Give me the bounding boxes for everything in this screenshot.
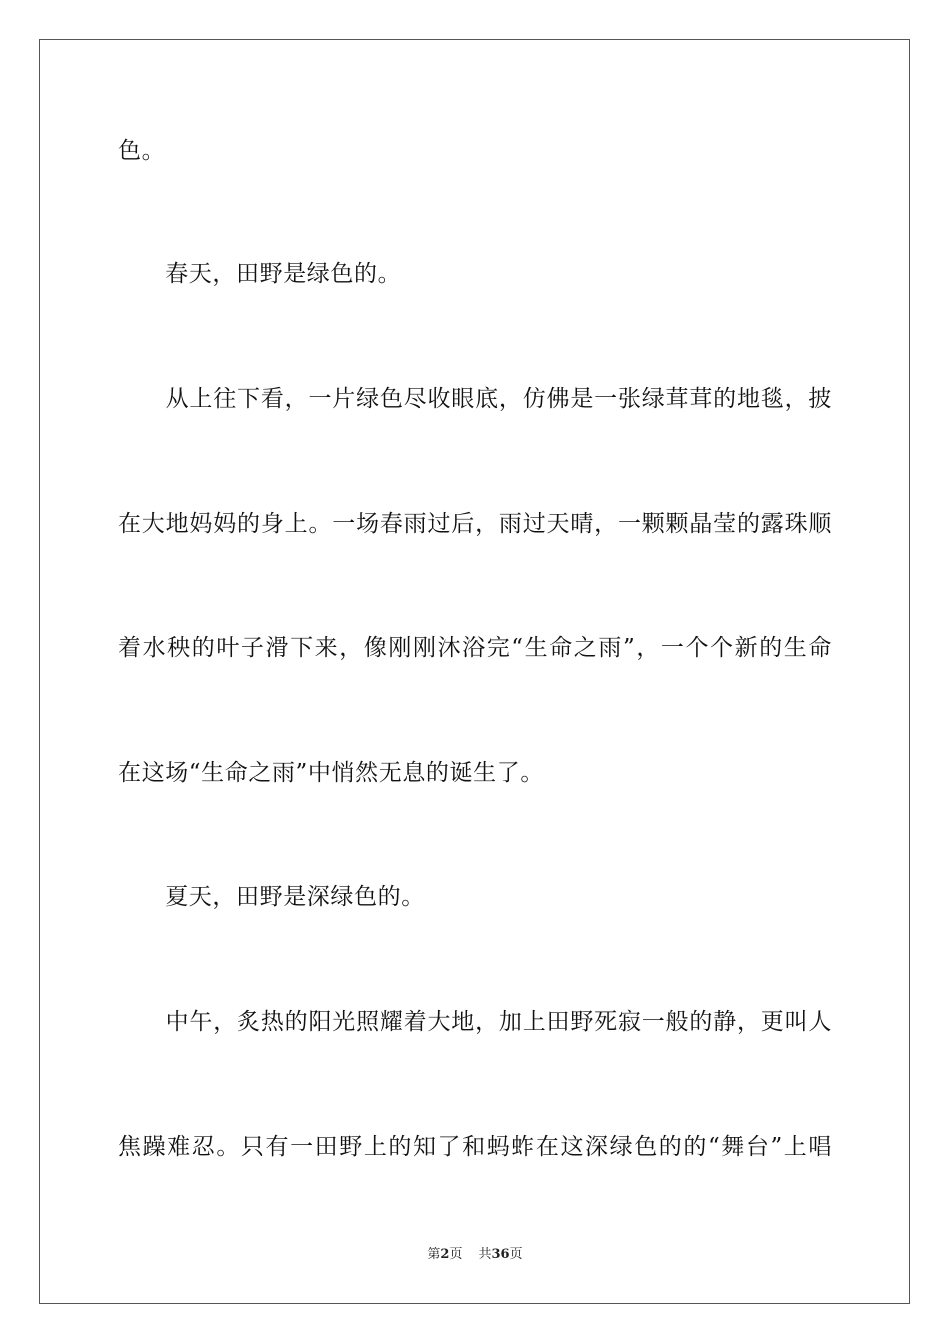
page-label-suffix: 页: [449, 1247, 463, 1262]
text-line-1: 色。: [118, 138, 166, 164]
text-line-4: 在大地妈妈的身上。一场春雨过后，雨过天晴，一颗颗晶莹的露珠顺: [118, 511, 832, 537]
text-line-7: 夏天，田野是深绿色的。: [118, 884, 425, 910]
page-number: 2: [440, 1247, 450, 1262]
page-footer: [0, 1246, 950, 1264]
text-line-6: 在这场“生命之雨”中悄然无息的诞生了。: [118, 760, 544, 786]
page-border: [39, 39, 910, 1304]
page-label-prefix: 第: [427, 1247, 441, 1262]
text-line-8: 中午，炙热的阳光照耀着大地，加上田野死寂一般的静，更叫人: [118, 1009, 832, 1035]
total-pages: 36: [491, 1247, 510, 1262]
total-label-prefix: 共: [478, 1247, 492, 1262]
text-line-5: 着水秧的叶子滑下来，像刚刚沐浴完“生命之雨”，一个个新的生命: [118, 635, 832, 661]
text-line-2: 春天，田野是绿色的。: [118, 261, 402, 287]
text-line-9: 焦躁难忍。只有一田野上的知了和蚂蚱在这深绿色的的“舞台”上唱: [118, 1134, 832, 1160]
text-line-3: 从上往下看，一片绿色尽收眼底，仿佛是一张绿茸茸的地毯，披: [118, 386, 832, 412]
total-label-suffix: 页: [509, 1247, 523, 1262]
